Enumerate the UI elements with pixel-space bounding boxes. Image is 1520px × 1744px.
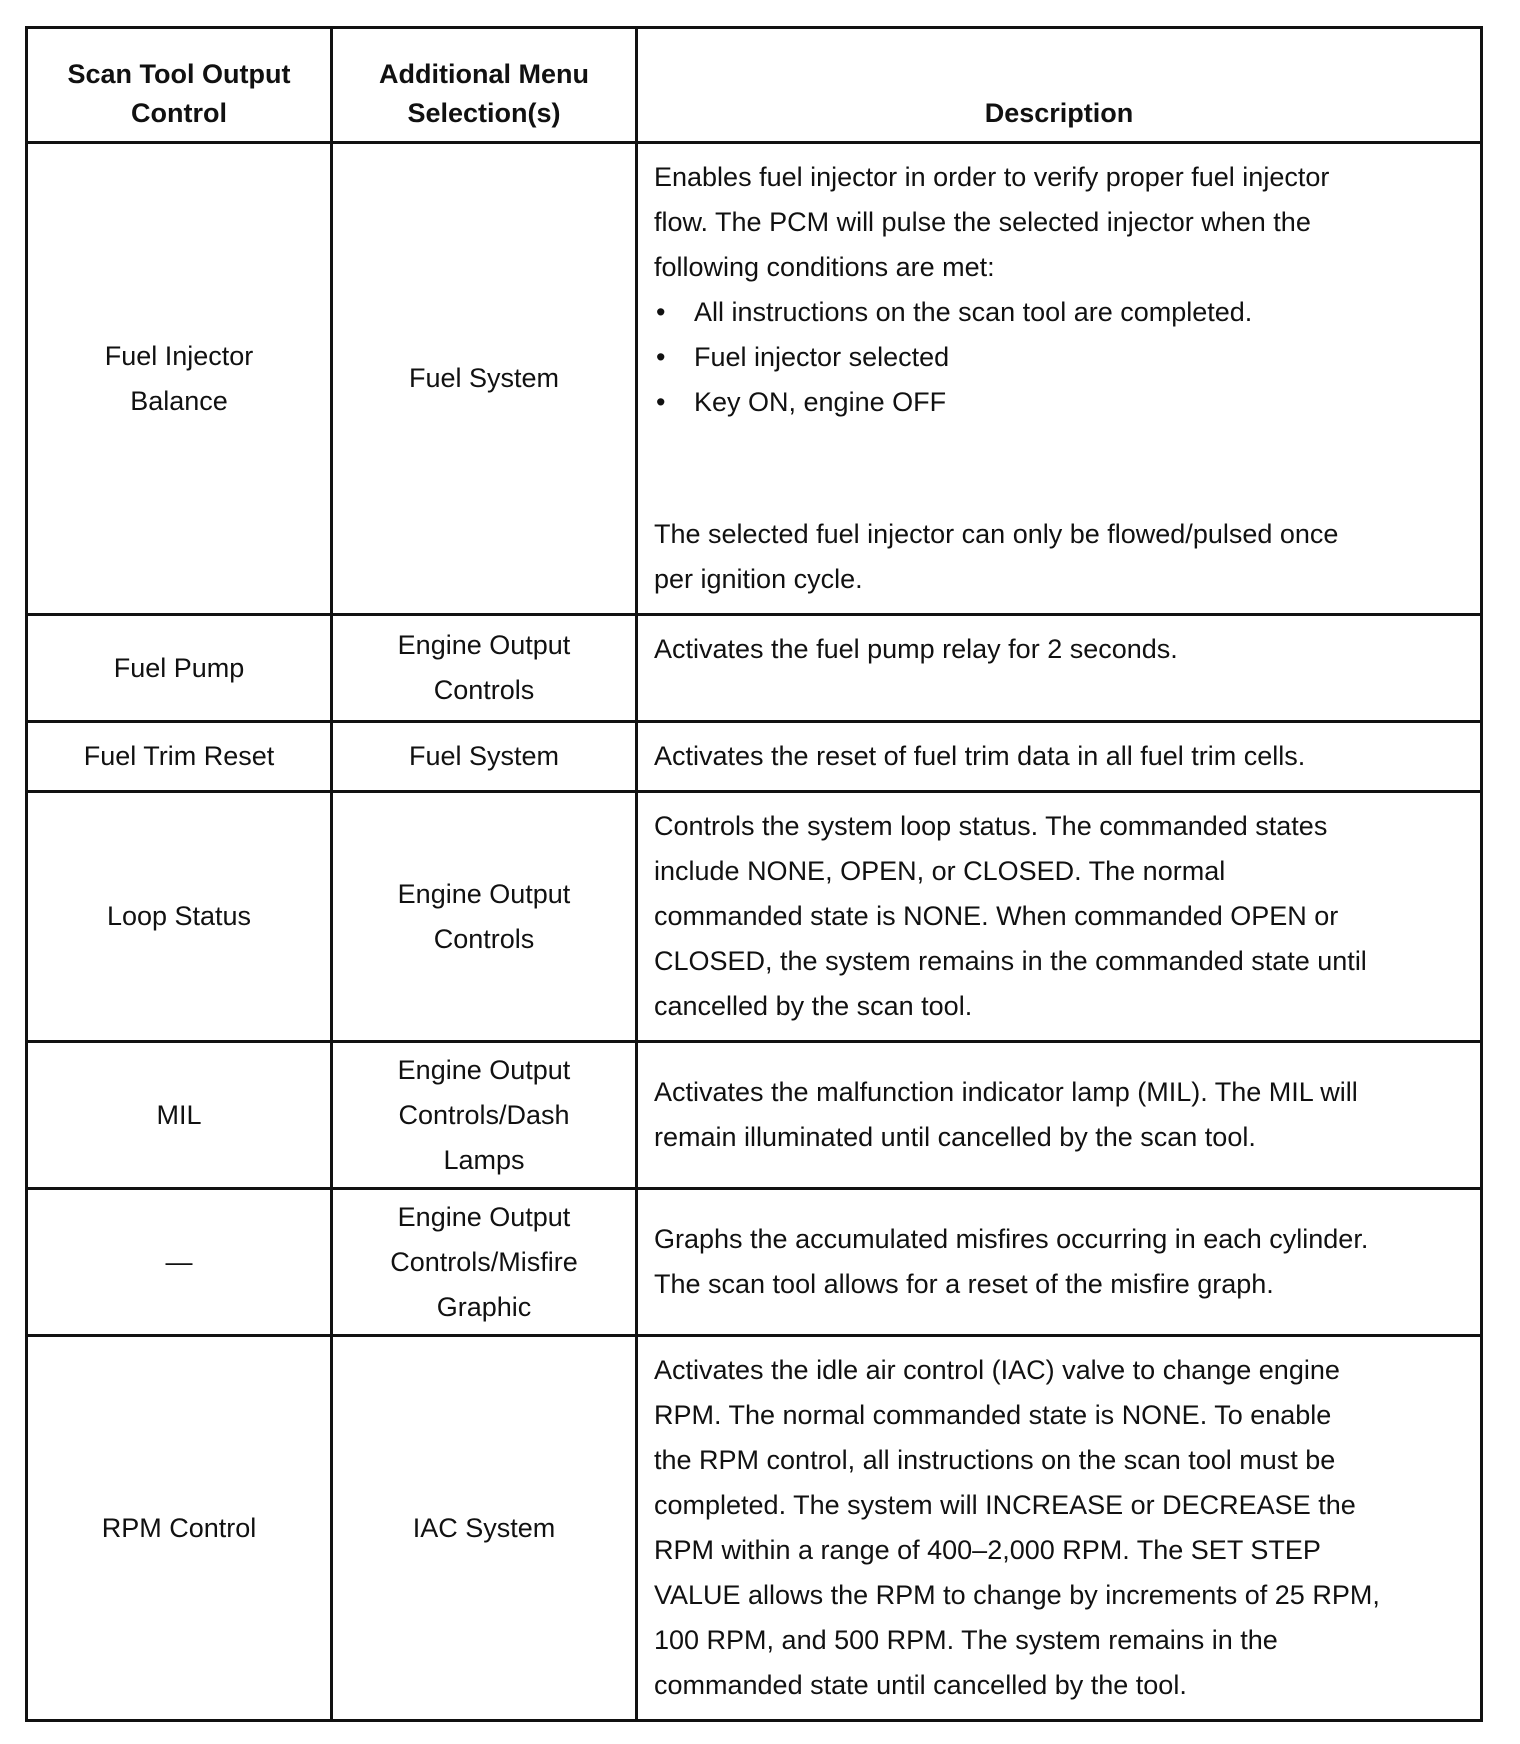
menu-selection-cell [332, 792, 637, 1042]
table-row [27, 722, 1482, 792]
description-line: completed. The system will INCREASE or DECREASE the [654, 1490, 1356, 1520]
description-line: VALUE allows the RPM to change by increments of 25 RPM, [654, 1580, 1380, 1610]
note-line: per ignition cycle. [654, 564, 863, 594]
description-cell [637, 722, 1482, 792]
menu-selection: Engine Output [397, 630, 571, 660]
description-line: flow. The PCM will pulse the selected injector when the [654, 207, 1311, 237]
description-line: include NONE, OPEN, or CLOSED. The normal [654, 856, 1226, 886]
list-item [654, 380, 1420, 425]
control-cell [27, 615, 332, 722]
control-name: Balance [130, 385, 228, 416]
menu-selection-cell [332, 615, 637, 722]
description-line: 100 RPM, and 500 RPM. The system remains in the [654, 1625, 1278, 1655]
description-line: Enables fuel injector in order to verify proper fuel injector [654, 162, 1330, 192]
description-line: Activates the malfunction indicator lamp (MIL). The MIL will [654, 1077, 1358, 1107]
control-cell [27, 1336, 332, 1721]
menu-selection: Controls/Dash [398, 1099, 570, 1130]
control-name: MIL [156, 1099, 202, 1130]
control-name: Fuel Pump [113, 652, 245, 683]
header-line: Additional Menu [379, 59, 589, 89]
table-row [27, 1336, 1482, 1721]
menu-selection: Controls [433, 923, 535, 954]
control-cell [27, 1189, 332, 1336]
condition-list [654, 290, 1420, 425]
description-cell [637, 792, 1482, 1042]
menu-selection: Engine Output [397, 1054, 571, 1085]
control-cell [27, 722, 332, 792]
description-note [654, 474, 1420, 602]
description-line: cancelled by the scan tool. [654, 991, 973, 1021]
control-name: Loop Status [106, 901, 252, 931]
list-item [654, 335, 1420, 380]
spacer [654, 425, 1420, 467]
menu-selection-cell [332, 1336, 637, 1721]
control-name: — [165, 1246, 193, 1277]
description-line: Activates the idle air control (IAC) valve to change engine [654, 1355, 1340, 1385]
menu-selection: Fuel System [408, 741, 560, 771]
header-line: Selection(s) [407, 98, 561, 128]
condition-text: Fuel injector selected [694, 342, 950, 372]
description-line: RPM within a range of 400–2,000 RPM. The SET STEP [654, 1535, 1321, 1565]
condition-text: All instructions on the scan tool are completed. [694, 297, 1253, 327]
bullet-icon: • [656, 387, 666, 417]
description-cell [637, 615, 1482, 722]
description-line: CLOSED, the system remains in the commanded state until [654, 946, 1367, 976]
description-line: following conditions are met: [654, 252, 995, 282]
description-line: remain illuminated until cancelled by the scan tool. [654, 1122, 1256, 1152]
menu-selection: Engine Output [397, 1201, 571, 1232]
menu-selection-cell [332, 143, 637, 615]
description-line: Activates the reset of fuel trim data in all fuel trim cells. [654, 741, 1306, 771]
condition-text: Key ON, engine OFF [694, 387, 947, 417]
control-name: RPM Control [101, 1512, 257, 1543]
description-line: Activates the fuel pump relay for 2 seconds. [654, 634, 1178, 664]
header-line: Scan Tool Output [67, 59, 291, 89]
table-row [27, 143, 1482, 615]
control-cell [27, 143, 332, 615]
description-line: The scan tool allows for a reset of the misfire graph. [654, 1269, 1274, 1299]
header-description [637, 28, 1482, 143]
description-line: RPM. The normal commanded state is NONE. To enable [654, 1400, 1332, 1430]
header-additional-menu-selections [332, 28, 637, 143]
header-row [27, 28, 1482, 143]
description-cell [637, 1042, 1482, 1189]
table-header [27, 28, 1482, 143]
header-line: Description [984, 98, 1134, 128]
menu-selection: Controls/Misfire [390, 1246, 578, 1277]
output-controls-table [25, 26, 1483, 1722]
control-name: Fuel Injector [104, 340, 254, 371]
header-scan-tool-output-control [27, 28, 332, 143]
menu-selection: Engine Output [397, 878, 571, 909]
table-row [27, 1189, 1482, 1336]
header-line: Control [131, 98, 227, 128]
menu-selection-cell [332, 1042, 637, 1189]
menu-selection-cell [332, 722, 637, 792]
menu-selection: IAC System [412, 1512, 556, 1543]
description-line: Graphs the accumulated misfires occurring in each cylinder. [654, 1224, 1369, 1254]
menu-selection: Graphic [436, 1291, 532, 1322]
menu-selection: Lamps [443, 1144, 525, 1175]
table-row [27, 1042, 1482, 1189]
list-item [654, 290, 1420, 335]
bullet-icon: • [656, 297, 666, 327]
menu-selection-cell [332, 1189, 637, 1336]
menu-selection: Controls [433, 675, 535, 705]
table-row [27, 792, 1482, 1042]
control-cell [27, 1042, 332, 1189]
description-cell [637, 1189, 1482, 1336]
control-name: Fuel Trim Reset [83, 741, 275, 771]
description-line: commanded state is NONE. When commanded OPEN or [654, 901, 1339, 931]
description-cell [637, 1336, 1482, 1721]
description-line: commanded state until cancelled by the tool. [654, 1670, 1187, 1700]
menu-selection: Fuel System [408, 363, 560, 393]
note-line: The selected fuel injector can only be flowed/pulsed once [654, 519, 1339, 549]
description-cell [637, 143, 1482, 615]
table-body [27, 143, 1482, 1721]
description-line: Controls the system loop status. The commanded states [654, 811, 1328, 841]
description-line: the RPM control, all instructions on the scan tool must be [654, 1445, 1336, 1475]
table-row [27, 615, 1482, 722]
bullet-icon: • [656, 342, 666, 372]
control-cell [27, 792, 332, 1042]
